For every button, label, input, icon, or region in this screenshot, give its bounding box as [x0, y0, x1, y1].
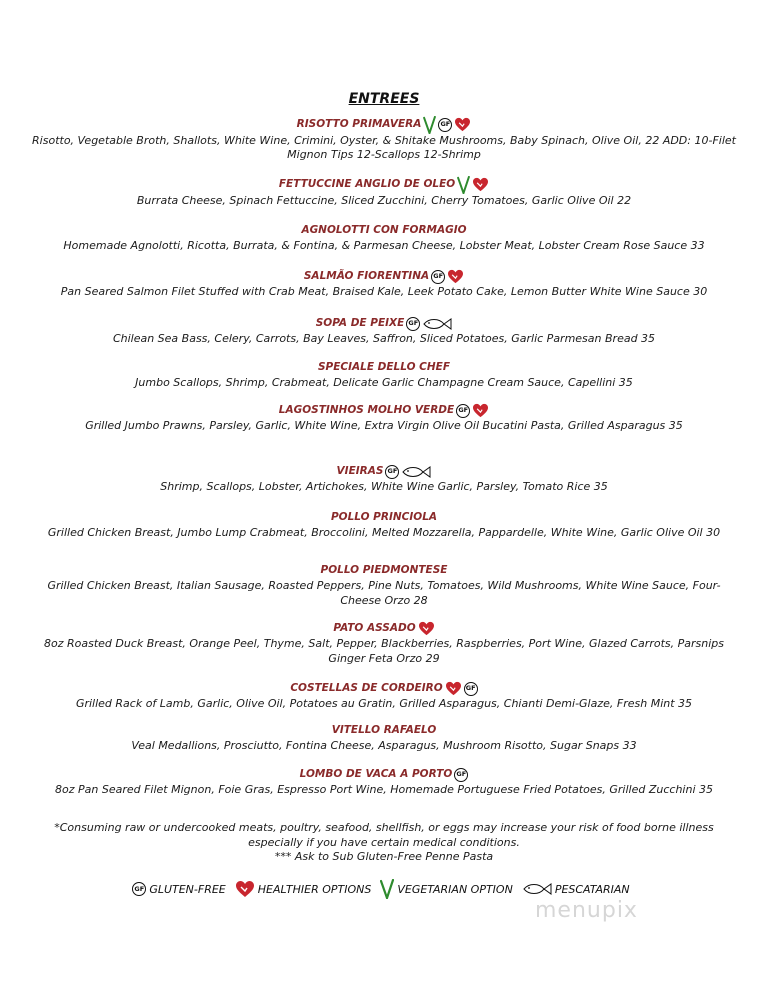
menu-item-name-text: PATO ASSADO	[333, 622, 416, 634]
menu-item-name-text: SPECIALE DELLO CHEF	[317, 361, 450, 373]
menu-item-name	[332, 722, 437, 739]
menu-item-name	[279, 402, 489, 419]
menu-item-description: Risotto, Vegetable Broth, Shallots, White Wine, Crimini, Oyster, & Shitake Mushrooms, Baby Spinach, Olive Oil, 22 ADD: 10-Filet Mignon Tips 12-Scallops 12-Shrimp	[32, 133, 736, 161]
gluten-free-icon: GF	[132, 882, 146, 896]
menu-item-name-text: RISOTTO PRIMAVERA	[296, 118, 422, 130]
menu-item-name	[331, 509, 437, 526]
menu-item-name	[337, 463, 432, 480]
legend-gluten-free: GLUTEN-FREE	[149, 882, 226, 896]
gluten-free-icon: GF	[431, 270, 445, 284]
menu-item-name	[297, 116, 472, 134]
menu-item	[0, 311, 768, 347]
legend-healthier: HEALTHIER OPTIONS	[257, 882, 372, 896]
menu-item-name-text: COSTELLAS DE CORDEIRO	[290, 682, 443, 694]
menu-item-description: Grilled Rack of Lamb, Garlic, Olive Oil, Potatoes au Gratin, Grilled Asparagus, Chianti Demi-Glaze, Fresh Mint 35	[75, 697, 693, 710]
menu-item	[0, 459, 768, 495]
footnote-line-1: *Consuming raw or undercooked meats, poultry, seafood, shellfish, or eggs may increase your risk of food borne illness	[54, 821, 714, 834]
legend	[0, 879, 768, 899]
heart-icon	[418, 621, 435, 636]
menu-item-name-text: POLLO PRINCIOLA	[330, 511, 438, 523]
vegetarian-icon	[380, 879, 394, 899]
menu-item	[0, 505, 768, 541]
legend-vegetarian: VEGETARIAN OPTION	[397, 882, 513, 896]
menu-item	[0, 676, 768, 712]
gluten-free-icon: GF	[385, 465, 399, 479]
menu-item-description: Pan Seared Salmon Filet Stuffed with Crab Meat, Braised Kale, Leek Potato Cake, Lemon Butter White Wine Sauce 30	[60, 285, 708, 298]
legend-pescatarian: PESCATARIAN	[554, 882, 630, 896]
menu-item-name	[279, 176, 489, 194]
menu-item-name	[304, 268, 464, 285]
menu-item-description: Grilled Chicken Breast, Italian Sausage, Roasted Peppers, Pine Nuts, Tomatoes, Wild Mushrooms, White Wine Sauce, Four-Cheese Orzo 28	[47, 579, 721, 607]
menu-item-description: Jumbo Scallops, Shrimp, Crabmeat, Delicate Garlic Champagne Cream Sauce, Capellini 35	[135, 376, 633, 389]
menu-item-name-text: POLLO PIEDMONTESE	[320, 564, 448, 576]
menu-item-name	[321, 562, 448, 579]
menu-item-name-text: VIEIRAS	[336, 465, 384, 477]
menu-item-name	[318, 359, 450, 376]
menu-item	[0, 718, 768, 754]
heart-icon	[447, 269, 464, 284]
gluten-free-icon: GF	[454, 768, 468, 782]
menu-item-name-text: LAGOSTINHOS MOLHO VERDE	[278, 404, 455, 416]
section-title: ENTREES	[348, 91, 420, 107]
menu-item-name	[301, 222, 466, 239]
menu-item-description: Grilled Chicken Breast, Jumbo Lump Crabmeat, Broccolini, Melted Mozzarella, Pappardelle, White Wine, Garlic Olive Oil 30	[47, 526, 721, 539]
fish-icon	[522, 882, 552, 896]
menu-item-description: 8oz Roasted Duck Breast, Orange Peel, Thyme, Salt, Pepper, Blackberries, Raspberries, Port Wine, Glazed Carrots, Parsnips Ginger Feta Orzo 29	[44, 637, 724, 665]
menu-item-description: Homemade Agnolotti, Ricotta, Burrata, & Fontina, & Parmesan Cheese, Lobster Meat, Lobster Cream Rose Sauce 33	[63, 239, 705, 252]
menu-item-name-text: SALMÃO FIORENTINA	[303, 270, 430, 282]
footnote-line-2: especially if you have certain medical conditions.	[248, 835, 520, 849]
menu-item-description: 8oz Pan Seared Filet Mignon, Foie Gras, Espresso Port Wine, Homemade Portuguese Fried Potatoes, Grilled Zucchini 35	[55, 783, 713, 796]
menu-item	[0, 355, 768, 391]
menu-item-name	[290, 680, 477, 697]
menu-item	[0, 762, 768, 798]
gluten-free-icon: GF	[406, 317, 420, 331]
menu-item	[0, 172, 768, 208]
menu-item	[0, 616, 768, 666]
menu-item	[0, 264, 768, 300]
menu-item-name	[316, 315, 453, 332]
menu-item-description: Veal Medallions, Prosciutto, Fontina Cheese, Asparagus, Mushroom Risotto, Sugar Snaps 33	[131, 739, 637, 752]
menu-item	[0, 112, 768, 163]
menu-item-description: Grilled Jumbo Prawns, Parsley, Garlic, White Wine, Extra Virgin Olive Oil Bucatini Pasta, Grilled Asparagus 35	[85, 419, 683, 432]
menu-item-description: Shrimp, Scallops, Lobster, Artichokes, White Wine Garlic, Parsley, Tomato Rice 35	[160, 480, 608, 493]
menu-item-name-text: LOMBO DE VACA A PORTO	[299, 768, 453, 780]
menu-item	[0, 398, 768, 434]
menu-item-name-text: AGNOLOTTI CON FORMAGIO	[301, 224, 467, 236]
gluten-free-icon: GF	[456, 404, 470, 418]
gluten-free-icon: GF	[464, 682, 478, 696]
menu-item-description: Burrata Cheese, Spinach Fettuccine, Sliced Zucchini, Cherry Tomatoes, Garlic Olive Oil 22	[136, 193, 632, 207]
menu-item	[0, 558, 768, 608]
vegetarian-icon	[457, 176, 470, 194]
footnote-line-3: *** Ask to Sub Gluten-Free Penne Pasta	[274, 850, 494, 863]
heart-icon	[472, 177, 489, 192]
menu-item-name-text: SOPA DE PEIXE	[315, 317, 405, 329]
fish-icon	[422, 317, 452, 331]
heart-icon	[472, 403, 489, 418]
heart-icon	[454, 117, 471, 132]
menu-item-name-text: FETTUCCINE ANGLIO DE OLEO	[278, 178, 456, 190]
menu-item-name-text: VITELLO RAFAELO	[331, 724, 437, 736]
watermark-logo: menupix	[535, 898, 638, 923]
menu-item-name	[300, 766, 469, 783]
menu-item	[0, 218, 768, 254]
gluten-free-icon: GF	[438, 118, 452, 132]
fish-icon	[401, 465, 431, 479]
heart-icon	[445, 681, 462, 696]
heart-icon	[235, 880, 255, 898]
vegetarian-icon	[423, 116, 436, 134]
menu-item-description: Chilean Sea Bass, Celery, Carrots, Bay Leaves, Saffron, Sliced Potatoes, Garlic Parmesan Bread 35	[112, 332, 656, 345]
menu-item-name	[333, 620, 434, 637]
footnote	[0, 821, 768, 865]
